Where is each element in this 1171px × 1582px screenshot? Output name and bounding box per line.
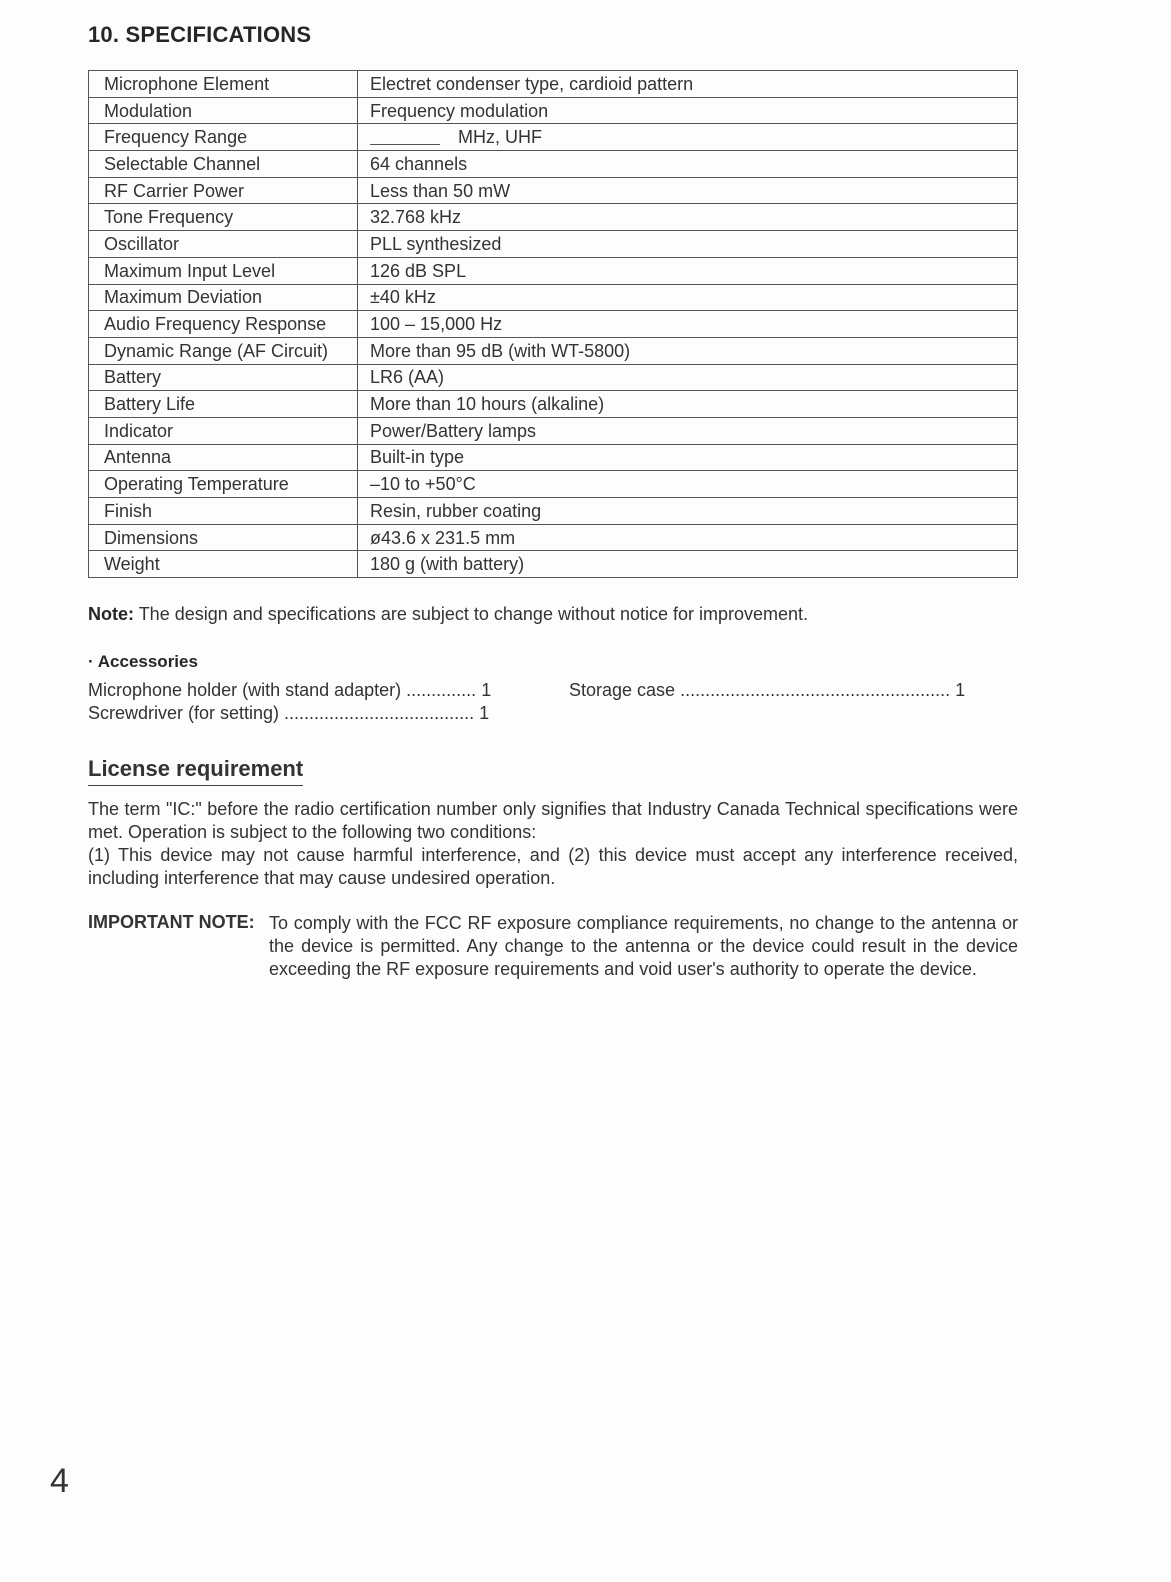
spec-label: Antenna [89, 444, 358, 471]
note-line [88, 604, 808, 625]
table-row [89, 284, 1018, 311]
spec-label: Maximum Deviation [89, 284, 358, 311]
spec-label: Finish [89, 498, 358, 525]
spec-value-cell [358, 124, 1018, 151]
spec-value: Electret condenser type, cardioid pattern [358, 71, 1018, 98]
spec-label: Tone Frequency [89, 204, 358, 231]
spec-value: More than 95 dB (with WT-5800) [358, 337, 1018, 364]
table-row [89, 471, 1018, 498]
table-row [89, 311, 1018, 338]
spec-value: More than 10 hours (alkaline) [358, 391, 1018, 418]
spec-value: Built-in type [358, 444, 1018, 471]
spec-value: Resin, rubber coating [358, 498, 1018, 525]
license-paragraph: The term "IC:" before the radio certification number only signifies that Industry Canada Technical specifications were met. Operation is subject to the following two conditions: [88, 799, 1018, 842]
spec-value: MHz, UHF [458, 127, 542, 148]
table-row [89, 204, 1018, 231]
table-row [89, 124, 1018, 151]
spec-value: ±40 kHz [358, 284, 1018, 311]
accessory-item: Storage case ...................................................... 1 [569, 680, 966, 700]
table-row [89, 417, 1018, 444]
spec-value: LR6 (AA) [358, 364, 1018, 391]
spec-value: 180 g (with battery) [358, 551, 1018, 578]
spec-label: Microphone Element [89, 71, 358, 98]
table-row [89, 71, 1018, 98]
spec-value: Frequency modulation [358, 97, 1018, 124]
table-row [89, 151, 1018, 178]
spec-label: Operating Temperature [89, 471, 358, 498]
spec-value: Power/Battery lamps [358, 417, 1018, 444]
table-row [89, 391, 1018, 418]
table-row [89, 257, 1018, 284]
accessory-item: Screwdriver (for setting) ...................................... 1 [88, 703, 490, 723]
spec-label: Maximum Input Level [89, 257, 358, 284]
spec-label: Indicator [89, 417, 358, 444]
spec-label: RF Carrier Power [89, 177, 358, 204]
spec-label: Oscillator [89, 231, 358, 258]
accessory-item: Microphone holder (with stand adapter) .............. 1 [88, 680, 492, 700]
spec-label: Battery [89, 364, 358, 391]
spec-value: –10 to +50°C [358, 471, 1018, 498]
page-number: 4 [50, 1462, 69, 1500]
license-title: License requirement [88, 756, 303, 786]
accessories-title: · Accessories [88, 652, 198, 671]
section-title: 10. SPECIFICATIONS [88, 22, 312, 47]
spec-label: Frequency Range [89, 124, 358, 151]
table-row [89, 337, 1018, 364]
table-row [89, 444, 1018, 471]
important-note-text: To comply with the FCC RF exposure compliance requirements, no change to the antenna or the device is permitted. Any change to the antenna or the device could result in the device exceeding the RF exposure requirements and void user's authority to operate the device. [269, 913, 1018, 979]
spec-value: PLL synthesized [358, 231, 1018, 258]
table-row [89, 97, 1018, 124]
table-row [89, 524, 1018, 551]
spec-value: 32.768 kHz [358, 204, 1018, 231]
spec-label: Dynamic Range (AF Circuit) [89, 337, 358, 364]
spec-label: Weight [89, 551, 358, 578]
table-row [89, 231, 1018, 258]
spec-value: ø43.6 x 231.5 mm [358, 524, 1018, 551]
spec-label: Battery Life [89, 391, 358, 418]
specifications-table [88, 70, 1018, 578]
table-row [89, 177, 1018, 204]
table-row [89, 364, 1018, 391]
spec-value: 100 – 15,000 Hz [358, 311, 1018, 338]
note-label: Note: [88, 604, 134, 624]
spec-value: 126 dB SPL [358, 257, 1018, 284]
spec-value: Less than 50 mW [358, 177, 1018, 204]
important-note-label: IMPORTANT NOTE: [88, 912, 255, 932]
spec-value: 64 channels [358, 151, 1018, 178]
spec-label: Selectable Channel [89, 151, 358, 178]
license-conditions: (1) This device may not cause harmful interference, and (2) this device must accept any interference received, including interference that may cause undesired operation. [88, 845, 1018, 888]
blank-frequency-line [370, 130, 440, 145]
table-row [89, 551, 1018, 578]
note-text: The design and specifications are subject to change without notice for improvement. [138, 604, 809, 624]
table-row [89, 498, 1018, 525]
spec-label: Modulation [89, 97, 358, 124]
spec-label: Dimensions [89, 524, 358, 551]
spec-label: Audio Frequency Response [89, 311, 358, 338]
